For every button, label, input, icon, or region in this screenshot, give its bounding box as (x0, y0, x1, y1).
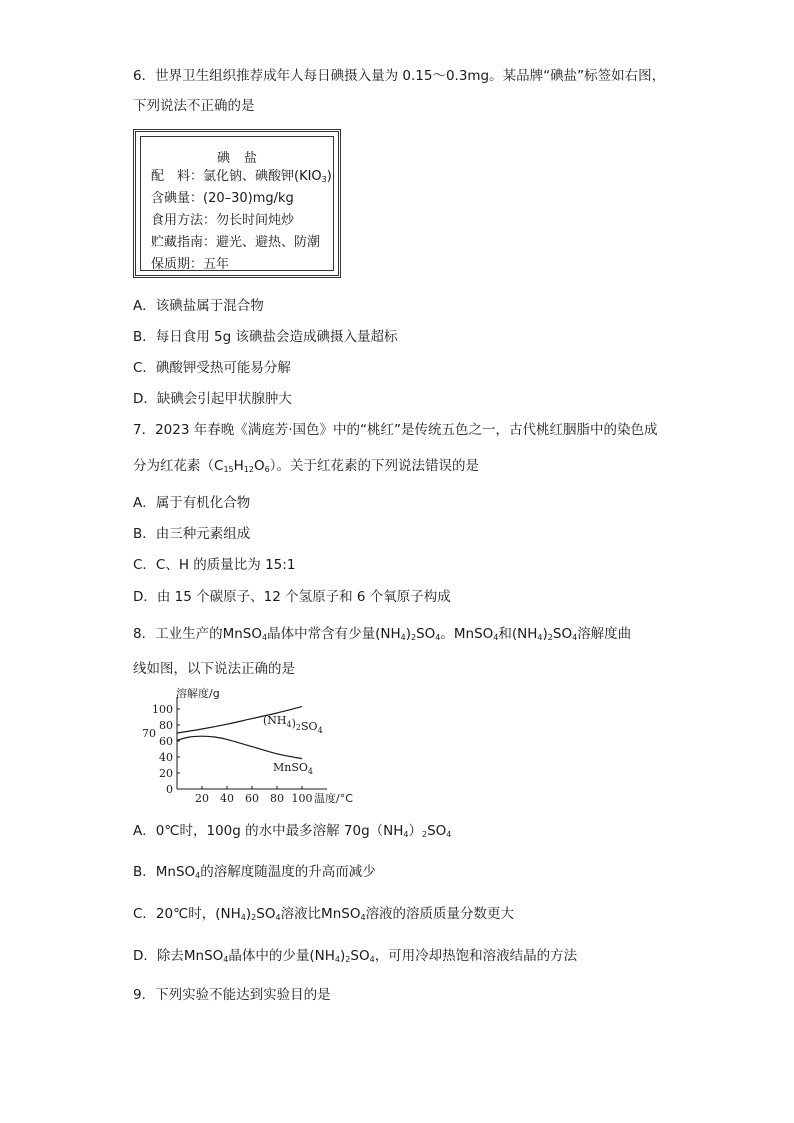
x-axis-label: 温度/°C (314, 792, 353, 805)
y-tick-label: 60 (159, 735, 173, 748)
y-marker-label: 70 (142, 727, 156, 740)
q7-option-a[interactable]: A．属于有机化合物 (133, 495, 251, 511)
x-tick-label: 100 (291, 792, 313, 805)
series-label-ammonium-sulfate: $(NH_4)_2SO_4$ (263, 714, 323, 735)
y-tick-label: 0 (166, 783, 173, 796)
iodized-salt-label (133, 129, 341, 278)
x-tick-label: 80 (270, 792, 284, 805)
label-ingredients: 配 料：氯化钠、碘酸钾$(KIO_3)$ (151, 169, 332, 184)
q8-stem-line1: 8．工业生产的MnSO$_4$晶体中常含有少量$(NH_4)_2SO_4$。MnSO$_4$和$(NH_4)_2SO_4$溶解度曲 (133, 626, 632, 642)
y-tick-label: 40 (159, 751, 173, 764)
q8-option-c[interactable]: C．20℃时，$(NH_4)_2SO_4$溶液比MnSO$_4$溶液的溶质质量分数更大 (133, 906, 515, 922)
label-inner-border (140, 136, 334, 271)
solubility-chart (133, 686, 363, 806)
q7-option-c[interactable]: C．C、H 的质量比为 15:1 (133, 557, 296, 573)
q6-stem-line1: 6．世界卫生组织推荐成年人每日碘摄入量为 0.15～0.3mg。某品牌“碘盐”标签如右图， (133, 68, 666, 84)
q6-option-a[interactable]: A．该碘盐属于混合物 (133, 298, 264, 314)
label-iodine-content: 含碘量：(20–30)mg/kg (151, 191, 294, 206)
y-tick-label: 100 (152, 703, 173, 716)
label-usage: 食用方法：勿长时间炖炒 (151, 213, 295, 228)
x-tick-label: 60 (245, 792, 259, 805)
label-storage: 贮藏指南：避光、避热、防潮 (151, 235, 321, 250)
y-axis-label: 溶解度/g (176, 687, 220, 700)
label-shelf-life: 保质期：五年 (151, 257, 230, 272)
q8-stem-line2: 线如图，以下说法正确的是 (133, 661, 295, 677)
q8-option-d[interactable]: D．除去MnSO$_4$晶体中的少量$(NH_4)_2SO_4$，可用冷却热饱和溶液结晶的方法 (133, 948, 578, 964)
x-tick-label: 20 (195, 792, 209, 805)
q8-option-a[interactable]: A．0℃时，100g 的水中最多溶解 $70g(NH_4)_2SO_4$ (133, 823, 452, 839)
q7-option-b[interactable]: B．由三种元素组成 (133, 526, 251, 542)
q7-stem-line2: 分为红花素$(C_{15}H_{12}O_6)$。关于红花素的下列说法错误的是 (133, 458, 479, 474)
y-tick-label: 20 (159, 767, 173, 780)
x-tick-label: 40 (220, 792, 234, 805)
q8-option-b[interactable]: B．MnSO$_4$的溶解度随温度的升高而减少 (133, 864, 376, 880)
y-tick-label: 80 (159, 719, 173, 732)
series-label-manganese-sulfate: MnSO$_4$ (273, 761, 313, 776)
q7-stem-line1: 7．2023 年春晚《满庭芳·国色》中的“桃红”是传统五色之一，古代桃红胭脂中的染色成 (133, 422, 658, 438)
q6-option-b[interactable]: B．每日食用 5g 该碘盐会造成碘摄入量超标 (133, 329, 398, 345)
series-line-manganese-sulfate (177, 736, 302, 758)
q9-stem: 9．下列实验不能达到实验目的是 (133, 987, 331, 1003)
q6-option-c[interactable]: C．碘酸钾受热可能易分解 (133, 360, 291, 376)
label-title: 碘盐 (216, 151, 271, 166)
q6-option-d[interactable]: D．缺碘会引起甲状腺肿大 (133, 391, 292, 407)
q6-stem-line2: 下列说法不正确的是 (133, 98, 255, 114)
q7-option-d[interactable]: D．由 15 个碳原子、12 个氢原子和 6 个氧原子构成 (133, 589, 451, 605)
